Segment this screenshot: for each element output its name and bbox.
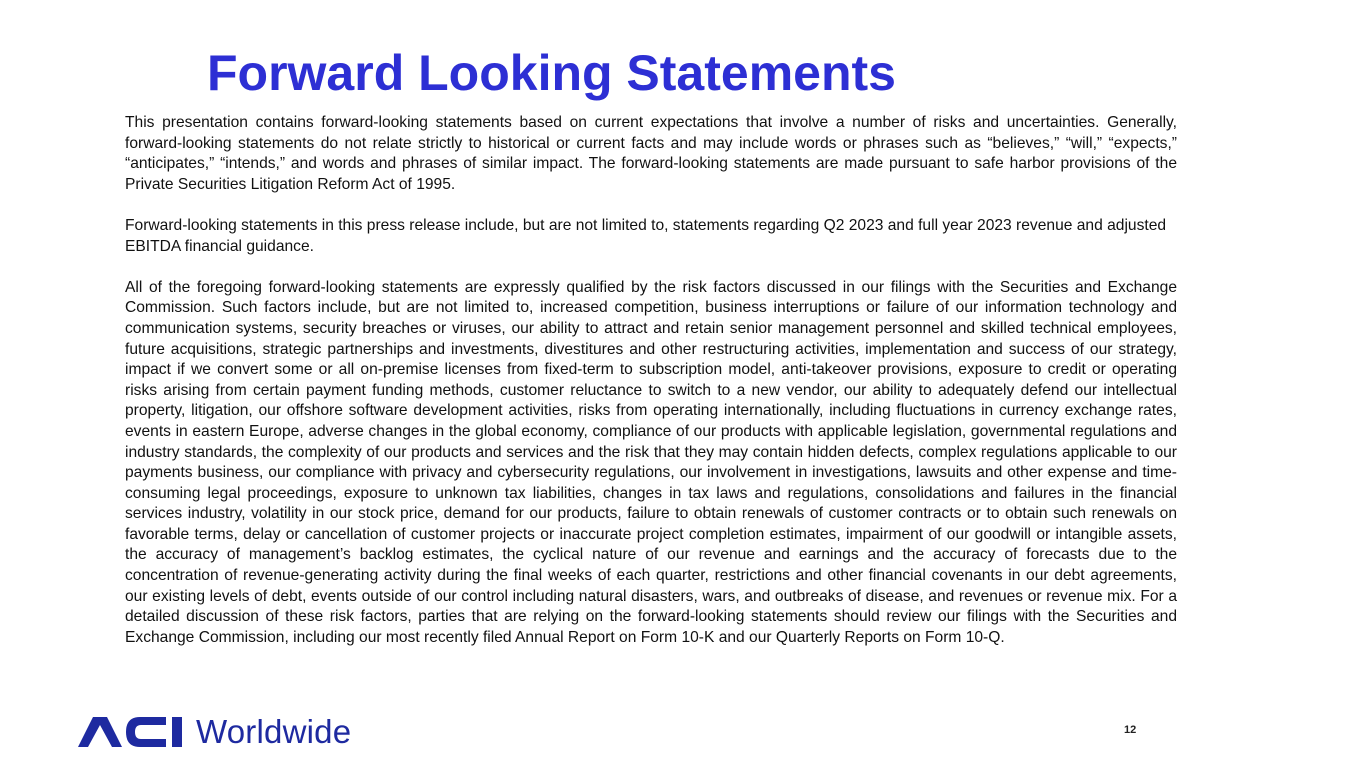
slide-title: Forward Looking Statements: [207, 45, 896, 101]
page-number: 12: [1124, 724, 1137, 736]
logo-wordmark: Worldwide: [196, 713, 352, 750]
aci-logo-mark: [78, 717, 186, 747]
aci-worldwide-logo: [78, 709, 351, 755]
paragraph-intro: This presentation contains forward-looking statements based on current expectations that involve a number of risks and uncertainties. Generally, forward-looking statements do not relate strictly to historical or current facts and may include words or phrases such as “believes,” “will,” “expects,” “anticipates,” “intends,” and words and phrases of similar impact. The forward-looking statements are made pursuant to safe harbor provisions of the Private Securities Litigation Reform Act of 1995.: [125, 114, 1177, 193]
paragraph-risk-factors: All of the foregoing forward-looking statements are expressly qualified by the risk factors discussed in our filings with the Securities and Exchange Commission. Such factors include, but are not limited to, increased competition, business interruptions or failure of our information technology and communication systems, security breaches or viruses, our ability to attract and retain senior management personnel and skilled technical employees, future acquisitions, strategic partnerships and investments, divestitures and other restructuring activities, implementation and success of our strategy, impact if we convert some or all on-premise licenses from fixed-term to subscription model, anti-takeover provisions, exposure to credit or operating risks arising from certain payment funding methods, customer reluctance to switch to a new vendor, our ability to adequately defend our intellectual property, litigation, our offshore software development activities, risks from operating internationally, including fluctuations in currency exchange rates, events in eastern Europe, adverse changes in the global economy, compliance of our products with applicable legislation, governmental regulations and industry standards, the complexity of our products and services and the risk that they may contain hidden defects, complex regulations applicable to our payments business, our compliance with privacy and cybersecurity regulations, our involvement in investigations, lawsuits and other expense and time-consuming legal proceedings, exposure to unknown tax liabilities, changes in tax laws and regulations, consolidations and failures in the financial services industry, volatility in our stock price, demand for our products, failure to obtain renewals of customer contracts or to obtain such renewals on favorable terms, delay or cancellation of customer projects or inaccurate project completion estimates, impairment of our goodwill or intangible assets, the accuracy of management’s backlog estimates, the cyclical nature of our revenue and earnings and the accuracy of forecasts due to the concentration of revenue-generating activity during the final weeks of each quarter, restrictions and other financial covenants in our debt agreements, our existing levels of debt, events outside of our control including natural disasters, wars, and outbreaks of disease, and revenues or revenue mix. For a detailed discussion of these risk factors, parties that are relying on the forward-looking statements should review our filings with the Securities and Exchange Commission, including our most recently filed Annual Report on Form 10-K and our Quarterly Reports on Form 10-Q.: [125, 278, 1177, 646]
paragraph-guidance: Forward-looking statements in this press release include, but are not limited to, statements regarding Q2 2023 and full year 2023 revenue and adjusted EBITDA financial guidance.: [125, 216, 1167, 255]
slide-body: [125, 113, 1177, 648]
